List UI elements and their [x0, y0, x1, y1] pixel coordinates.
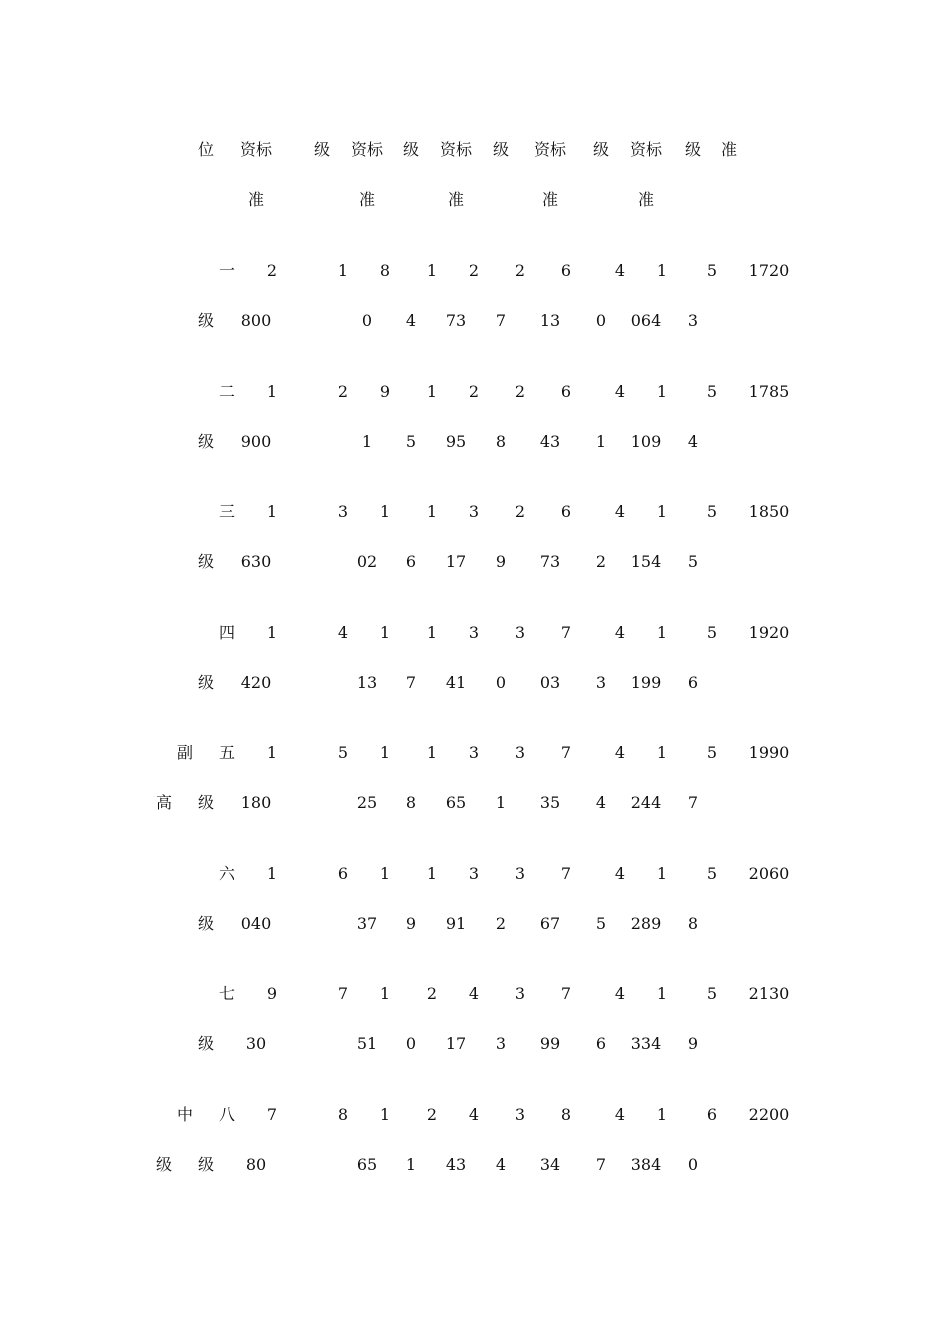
- table-cell: 3: [468, 502, 480, 521]
- header-cell: 位: [197, 140, 215, 159]
- table-cell: 6: [560, 261, 572, 280]
- table-cell: 02: [356, 552, 378, 571]
- table-cell: 180: [240, 793, 272, 812]
- table-cell: 2: [468, 261, 480, 280]
- table-cell: 3: [687, 311, 699, 330]
- table-cell: 5: [706, 623, 718, 642]
- table-cell: 9: [405, 914, 417, 933]
- header-cell: 准: [447, 190, 465, 209]
- table-cell: 4: [337, 623, 349, 642]
- table-cell: 384: [630, 1155, 662, 1174]
- table-cell: 5: [687, 552, 699, 571]
- table-cell: 5: [706, 502, 718, 521]
- table-cell: 3: [495, 1034, 507, 1053]
- table-cell: 420: [240, 673, 272, 692]
- table-cell: 1: [405, 1155, 417, 1174]
- table-cell: 1: [595, 432, 607, 451]
- table-cell: 5: [337, 743, 349, 762]
- table-cell: 5: [706, 864, 718, 883]
- table-cell: 73: [445, 311, 467, 330]
- header-cell: 准: [541, 190, 559, 209]
- table-cell: 四: [218, 623, 236, 642]
- table-cell: 13: [356, 673, 378, 692]
- header-cell: 级: [592, 140, 610, 159]
- table-cell: 1: [656, 261, 668, 280]
- header-cell: 资标: [350, 140, 384, 159]
- header-cell: 准: [720, 140, 738, 159]
- table-cell: 630: [240, 552, 272, 571]
- table-cell: 4: [614, 1105, 626, 1124]
- table-cell: 34: [539, 1155, 561, 1174]
- table-cell: 4: [495, 1155, 507, 1174]
- table-cell: 2: [468, 382, 480, 401]
- table-cell: 1: [656, 502, 668, 521]
- table-cell: 064: [630, 311, 662, 330]
- table-cell: 五: [218, 743, 236, 762]
- table-cell: 1: [656, 623, 668, 642]
- table-row: [0, 671, 950, 695]
- table-cell: 4: [614, 502, 626, 521]
- table-cell: 4: [468, 1105, 480, 1124]
- table-cell: 4: [614, 984, 626, 1003]
- table-cell: 1: [266, 382, 278, 401]
- header-cell: 准: [637, 190, 655, 209]
- table-cell: 8: [379, 261, 391, 280]
- table-cell: 0: [361, 311, 373, 330]
- table-row: [0, 550, 950, 574]
- table-cell: 3: [337, 502, 349, 521]
- table-cell: 1: [495, 793, 507, 812]
- table-cell: 0: [595, 311, 607, 330]
- table-cell: 91: [445, 914, 467, 933]
- table-cell: 1: [656, 864, 668, 883]
- table-cell: 9: [687, 1034, 699, 1053]
- table-cell: 199: [630, 673, 662, 692]
- table-cell: 1: [656, 743, 668, 762]
- table-cell: 4: [614, 261, 626, 280]
- table-cell: 1720: [748, 261, 790, 280]
- table-row: [0, 621, 950, 645]
- table-cell: 3: [514, 984, 526, 1003]
- table-cell: 5: [706, 743, 718, 762]
- table-cell: 级: [155, 1155, 173, 1174]
- table-cell: 4: [614, 382, 626, 401]
- table-cell: 37: [356, 914, 378, 933]
- table-row: [0, 912, 950, 936]
- table-cell: 一: [218, 261, 236, 280]
- table-cell: 7: [495, 311, 507, 330]
- table-cell: 7: [560, 984, 572, 1003]
- table-cell: 5: [405, 432, 417, 451]
- table-cell: 级: [197, 1034, 215, 1053]
- table-cell: 03: [539, 673, 561, 692]
- table-row: [0, 1103, 950, 1127]
- table-cell: 8: [687, 914, 699, 933]
- table-cell: 1: [426, 261, 438, 280]
- table-cell: 35: [539, 793, 561, 812]
- table-cell: 级: [197, 1155, 215, 1174]
- table-cell: 1990: [748, 743, 790, 762]
- table-cell: 级: [197, 914, 215, 933]
- table-row: [0, 380, 950, 404]
- table-row: [0, 1153, 950, 1177]
- table-cell: 6: [405, 552, 417, 571]
- table-cell: 7: [560, 623, 572, 642]
- table-cell: 1: [266, 743, 278, 762]
- table-cell: 3: [468, 864, 480, 883]
- table-row: [0, 741, 950, 765]
- table-cell: 900: [240, 432, 272, 451]
- table-cell: 25: [356, 793, 378, 812]
- table-cell: 9: [379, 382, 391, 401]
- table-cell: 7: [405, 673, 417, 692]
- table-cell: 4: [614, 743, 626, 762]
- header-cell: 资标: [533, 140, 567, 159]
- table-row: [0, 430, 950, 454]
- table-cell: 2: [426, 1105, 438, 1124]
- table-cell: 0: [687, 1155, 699, 1174]
- header-cell: 级: [402, 140, 420, 159]
- table-cell: 2: [426, 984, 438, 1003]
- table-cell: 1: [656, 1105, 668, 1124]
- table-cell: 2: [514, 261, 526, 280]
- table-row: [0, 791, 950, 815]
- table-cell: 334: [630, 1034, 662, 1053]
- table-cell: 4: [468, 984, 480, 1003]
- table-cell: 副: [176, 743, 194, 762]
- table-cell: 2: [514, 502, 526, 521]
- table-cell: 7: [266, 1105, 278, 1124]
- table-cell: 七: [218, 984, 236, 1003]
- table-cell: 4: [595, 793, 607, 812]
- header-row-1: [0, 138, 950, 162]
- header-cell: 级: [492, 140, 510, 159]
- table-row: [0, 500, 950, 524]
- table-cell: 289: [630, 914, 662, 933]
- table-cell: 1: [379, 623, 391, 642]
- table-cell: 65: [356, 1155, 378, 1174]
- header-cell: 准: [247, 190, 265, 209]
- table-cell: 1: [426, 382, 438, 401]
- table-cell: 7: [560, 864, 572, 883]
- table-cell: 8: [495, 432, 507, 451]
- table-cell: 9: [495, 552, 507, 571]
- table-row: [0, 982, 950, 1006]
- table-cell: 7: [560, 743, 572, 762]
- table-cell: 109: [630, 432, 662, 451]
- header-cell: 级: [313, 140, 331, 159]
- table-cell: 1: [426, 623, 438, 642]
- table-cell: 1920: [748, 623, 790, 642]
- table-cell: 5: [706, 984, 718, 1003]
- table-row: [0, 259, 950, 283]
- table-cell: 4: [614, 623, 626, 642]
- table-row: [0, 1032, 950, 1056]
- table-cell: 5: [595, 914, 607, 933]
- table-cell: 6: [687, 673, 699, 692]
- table-cell: 级: [197, 673, 215, 692]
- table-cell: 级: [197, 793, 215, 812]
- table-cell: 4: [405, 311, 417, 330]
- table-cell: 6: [560, 382, 572, 401]
- table-cell: 1: [379, 502, 391, 521]
- table-cell: 1785: [748, 382, 790, 401]
- table-cell: 9: [266, 984, 278, 1003]
- table-cell: 六: [218, 864, 236, 883]
- table-cell: 6: [560, 502, 572, 521]
- table-cell: 0: [495, 673, 507, 692]
- header-cell: 资标: [439, 140, 473, 159]
- table-cell: 2: [514, 382, 526, 401]
- table-cell: 1: [426, 502, 438, 521]
- table-cell: 3: [468, 743, 480, 762]
- table-cell: 三: [218, 502, 236, 521]
- table-cell: 1850: [748, 502, 790, 521]
- table-cell: 2: [595, 552, 607, 571]
- table-cell: 95: [445, 432, 467, 451]
- table-cell: 高: [155, 793, 173, 812]
- table-row: [0, 862, 950, 886]
- table-cell: 8: [405, 793, 417, 812]
- table-cell: 4: [687, 432, 699, 451]
- table-cell: 1: [656, 382, 668, 401]
- table-cell: 2: [495, 914, 507, 933]
- table-cell: 级: [197, 432, 215, 451]
- table-cell: 7: [687, 793, 699, 812]
- table-cell: 99: [539, 1034, 561, 1053]
- table-cell: 80: [245, 1155, 267, 1174]
- table-cell: 3: [514, 623, 526, 642]
- table-cell: 3: [514, 1105, 526, 1124]
- table-cell: 3: [514, 743, 526, 762]
- table-cell: 8: [337, 1105, 349, 1124]
- table-cell: 67: [539, 914, 561, 933]
- table-cell: 73: [539, 552, 561, 571]
- table-cell: 41: [445, 673, 467, 692]
- table-cell: 0: [405, 1034, 417, 1053]
- table-cell: 2200: [748, 1105, 790, 1124]
- table-cell: 8: [560, 1105, 572, 1124]
- table-cell: 800: [240, 311, 272, 330]
- table-cell: 1: [379, 984, 391, 1003]
- table-cell: 2130: [748, 984, 790, 1003]
- table-cell: 级: [197, 552, 215, 571]
- table-cell: 6: [706, 1105, 718, 1124]
- table-cell: 八: [218, 1105, 236, 1124]
- table-cell: 65: [445, 793, 467, 812]
- table-cell: 43: [539, 432, 561, 451]
- table-cell: 级: [197, 311, 215, 330]
- table-cell: 1: [379, 743, 391, 762]
- table-cell: 1: [379, 864, 391, 883]
- table-cell: 13: [539, 311, 561, 330]
- table-cell: 244: [630, 793, 662, 812]
- table-cell: 1: [337, 261, 349, 280]
- table-cell: 51: [356, 1034, 378, 1053]
- header-row-2: [0, 188, 950, 212]
- table-cell: 1: [656, 984, 668, 1003]
- table-cell: 17: [445, 1034, 467, 1053]
- table-cell: 6: [595, 1034, 607, 1053]
- table-cell: 4: [614, 864, 626, 883]
- table-cell: 1: [426, 743, 438, 762]
- table-cell: 中: [176, 1105, 194, 1124]
- table-cell: 5: [706, 261, 718, 280]
- table-cell: 30: [245, 1034, 267, 1053]
- table-cell: 154: [630, 552, 662, 571]
- table-cell: 1: [379, 1105, 391, 1124]
- table-cell: 17: [445, 552, 467, 571]
- table-row: [0, 309, 950, 333]
- table-cell: 1: [361, 432, 373, 451]
- table-cell: 1: [266, 623, 278, 642]
- table-cell: 2: [266, 261, 278, 280]
- table-cell: 2060: [748, 864, 790, 883]
- table-cell: 040: [240, 914, 272, 933]
- table-cell: 1: [426, 864, 438, 883]
- table-cell: 43: [445, 1155, 467, 1174]
- table-cell: 1: [266, 864, 278, 883]
- table-cell: 7: [595, 1155, 607, 1174]
- table-cell: 3: [468, 623, 480, 642]
- table-cell: 7: [337, 984, 349, 1003]
- table-cell: 2: [337, 382, 349, 401]
- header-cell: 资标: [629, 140, 663, 159]
- table-cell: 二: [218, 382, 236, 401]
- header-cell: 级: [684, 140, 702, 159]
- table-cell: 6: [337, 864, 349, 883]
- table-cell: 3: [514, 864, 526, 883]
- header-cell: 准: [358, 190, 376, 209]
- table-cell: 1: [266, 502, 278, 521]
- table-cell: 5: [706, 382, 718, 401]
- table-cell: 3: [595, 673, 607, 692]
- header-cell: 资标: [239, 140, 273, 159]
